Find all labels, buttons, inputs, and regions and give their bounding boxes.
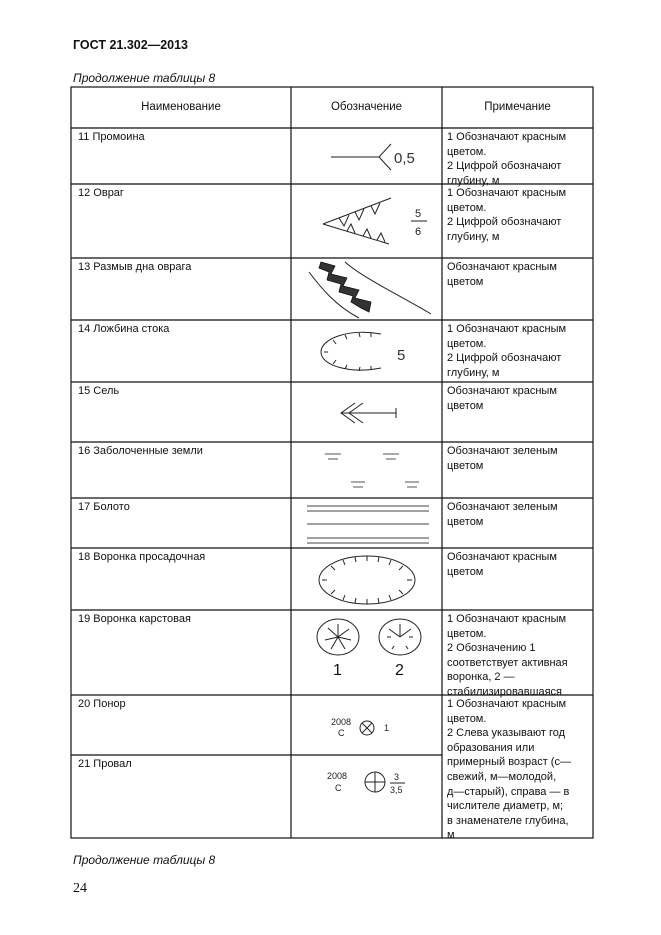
ravine-bottom-washout-icon bbox=[291, 258, 442, 320]
row-name-ponor: 20 Понор bbox=[78, 698, 126, 710]
ponor-icon bbox=[291, 695, 442, 755]
column-header-symbol: Обозначение bbox=[330, 101, 403, 113]
row-note-ovrag: 1 Обозначают красным цветом. 2 Цифрой обозначают глубину, м bbox=[447, 187, 567, 243]
row-name-sel: 15 Сель bbox=[78, 385, 120, 397]
stabilized-funnel-label: 2 bbox=[395, 662, 404, 679]
active-funnel-label: 1 bbox=[333, 662, 342, 679]
swamp-lines-icon bbox=[291, 498, 442, 548]
sinkhole-age: С bbox=[335, 783, 342, 793]
row-note-sel: Обозначают красным цветом bbox=[447, 385, 557, 412]
row-name-lozhbina: 14 Ложбина стока bbox=[78, 323, 170, 335]
ponor-year: 2008 bbox=[331, 717, 352, 727]
hollow-depth-label: 5 bbox=[397, 347, 406, 364]
document-header: ГОСТ 21.302—2013 bbox=[73, 38, 189, 52]
row-note-zabolochennye: Обозначают зеленым цветом bbox=[447, 445, 558, 472]
row-note-voronka-karst: 1 Обозначают красным цветом. 2 Обозначению 1 соответствует активная воронка, 2 — стабилизировавшаяся bbox=[447, 613, 568, 698]
page-number: 24 bbox=[73, 881, 87, 896]
row-name-zabolochennye: 16 Заболоченные земли bbox=[78, 445, 203, 457]
sinkhole-diameter: 3 bbox=[394, 772, 400, 782]
row-note-promoina: 1 Обозначают красным цветом. 2 Цифрой обозначают глубину, м bbox=[447, 131, 567, 187]
row-note-boloto: Обозначают зеленым цветом bbox=[447, 501, 558, 528]
ravine-denominator: 6 bbox=[415, 226, 422, 238]
karst-funnel-icon bbox=[291, 610, 442, 695]
wetland-dashes-icon bbox=[291, 442, 442, 498]
row-note-lozhbina: 1 Обозначают красным цветом. 2 Цифрой обозначают глубину, м bbox=[447, 323, 567, 379]
runoff-hollow-icon bbox=[291, 320, 442, 382]
column-header-note: Примечание bbox=[484, 101, 551, 113]
row-name-ovrag: 12 Овраг bbox=[78, 187, 124, 199]
row-name-boloto: 17 Болото bbox=[78, 501, 130, 513]
sinkhole-year: 2008 bbox=[327, 771, 348, 781]
ravine-icon bbox=[291, 184, 442, 258]
table-caption-bottom: Продолжение таблицы 8 bbox=[73, 853, 216, 867]
ponor-age: С bbox=[338, 728, 345, 738]
ponor-diameter: 1 bbox=[384, 723, 390, 733]
row-name-razmyv: 13 Размыв дна оврага bbox=[78, 261, 192, 273]
row-name-voronka-karst: 19 Воронка карстовая bbox=[78, 613, 191, 625]
row-note-ponor-proval: 1 Обозначают красным цветом. 2 Слева указывают год образования или примерный возраст (с— свежий, м—молодой, д—старый), справа — в числителе диаметр, м; в знаменателе глубина, м bbox=[447, 698, 571, 842]
row-name-proval: 21 Провал bbox=[78, 758, 132, 770]
sinkhole-icon bbox=[291, 755, 442, 838]
depth-label: 0,5 bbox=[394, 150, 415, 167]
mudflow-arrow-icon bbox=[291, 382, 442, 442]
gully-erosion-icon bbox=[291, 128, 442, 184]
row-note-razmyv: Обозначают красным цветом bbox=[447, 261, 557, 288]
sinkhole-depth: 3,5 bbox=[390, 785, 403, 795]
ravine-numerator: 5 bbox=[415, 208, 422, 220]
subsidence-funnel-icon bbox=[291, 548, 442, 610]
column-header-name: Наименование bbox=[141, 101, 221, 113]
row-name-promoina: 11 Промоина bbox=[78, 131, 145, 143]
table-caption-top: Продолжение таблицы 8 bbox=[73, 71, 216, 85]
row-name-voronka-prosad: 18 Воронка просадочная bbox=[78, 551, 206, 563]
row-note-voronka-prosad: Обозначают красным цветом bbox=[447, 551, 557, 578]
